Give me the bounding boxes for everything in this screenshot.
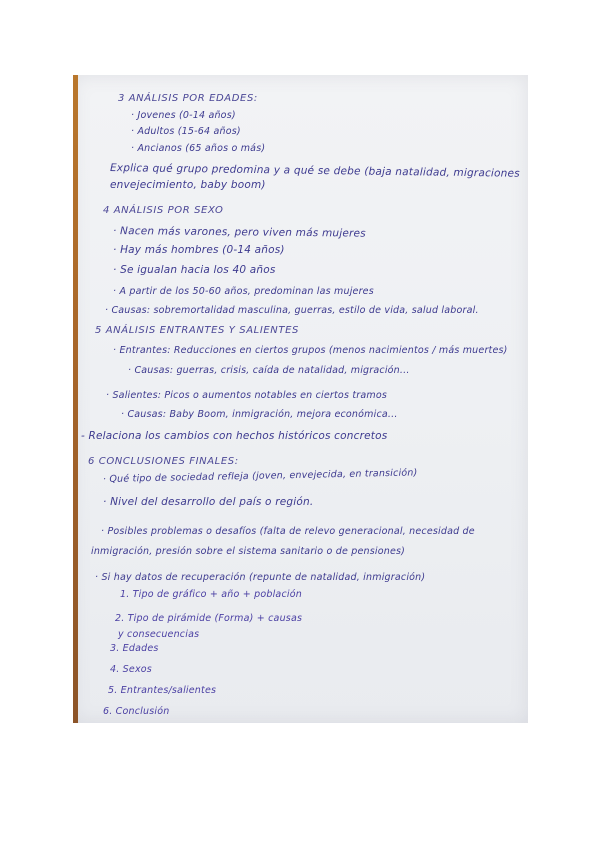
in-item-causes: · Causas: guerras, crisis, caída de natalidad, migración... xyxy=(128,365,410,376)
summary-item-3: 3. Edades xyxy=(110,643,159,654)
notebook-page xyxy=(73,75,528,723)
conclusion-item-problems-line1: · Posibles problemas o desafíos (falta de relevo generacional, necesidad de xyxy=(101,526,475,537)
relate-history-note: - Relaciona los cambios con hechos históricos concretos xyxy=(81,430,388,442)
age-explanation-line1: Explica qué grupo predomina y a qué se debe (baja natalidad, migraciones xyxy=(109,162,520,180)
heading-sex-analysis: 4 ANÁLISIS POR SEXO xyxy=(103,205,224,216)
out-item-salientes: · Salientes: Picos o aumentos notables en ciertos tramos xyxy=(106,390,387,401)
summary-item-2-cont: y consecuencias xyxy=(118,629,200,640)
age-item-adults: · Adultos (15-64 años) xyxy=(131,126,241,137)
summary-item-6: 6. Conclusión xyxy=(103,706,170,717)
conclusion-item-problems-line2: inmigración, presión sobre el sistema sanitario o de pensiones) xyxy=(91,546,406,557)
heading-in-out-analysis: 5 ANÁLISIS ENTRANTES Y SALIENTES xyxy=(95,325,299,336)
conclusion-item-society: · Qué tipo de sociedad refleja (joven, envejecida, en transición) xyxy=(102,467,418,485)
out-item-causes: · Causas: Baby Boom, inmigración, mejora económica... xyxy=(121,409,398,420)
summary-item-4: 4. Sexos xyxy=(110,664,152,675)
heading-age-analysis: 3 ANÁLISIS POR EDADES: xyxy=(118,93,258,104)
conclusion-item-recovery: · Si hay datos de recuperación (repunte de natalidad, inmigración) xyxy=(95,572,426,583)
sex-item-women-predominate: · A partir de los 50-60 años, predominan las mujeres xyxy=(113,286,374,297)
sex-item-causes: · Causas: sobremortalidad masculina, guerras, estilo de vida, salud laboral. xyxy=(105,305,479,316)
age-item-elderly: · Ancianos (65 años o más) xyxy=(131,143,266,154)
summary-item-5: 5. Entrantes/salientes xyxy=(108,685,217,696)
sex-item-equal: · Se igualan hacia los 40 años xyxy=(113,264,276,276)
summary-item-1: 1. Tipo de gráfico + año + población xyxy=(120,589,302,600)
conclusion-item-development: · Nivel del desarrollo del país o región. xyxy=(103,496,314,508)
in-item-entrantes: · Entrantes: Reducciones en ciertos grupos (menos nacimientos / más muertes) xyxy=(113,345,508,356)
sex-item-more-men: · Hay más hombres (0-14 años) xyxy=(113,244,285,256)
heading-conclusions: 6 CONCLUSIONES FINALES: xyxy=(88,456,239,467)
age-item-young: · Jovenes (0-14 años) xyxy=(131,110,236,121)
age-explanation-line2: envejecimiento, baby boom) xyxy=(110,179,266,191)
summary-item-2: 2. Tipo de pirámide (Forma) + causas xyxy=(115,613,303,624)
sex-item-births: · Nacen más varones, pero viven más mujeres xyxy=(112,225,366,240)
